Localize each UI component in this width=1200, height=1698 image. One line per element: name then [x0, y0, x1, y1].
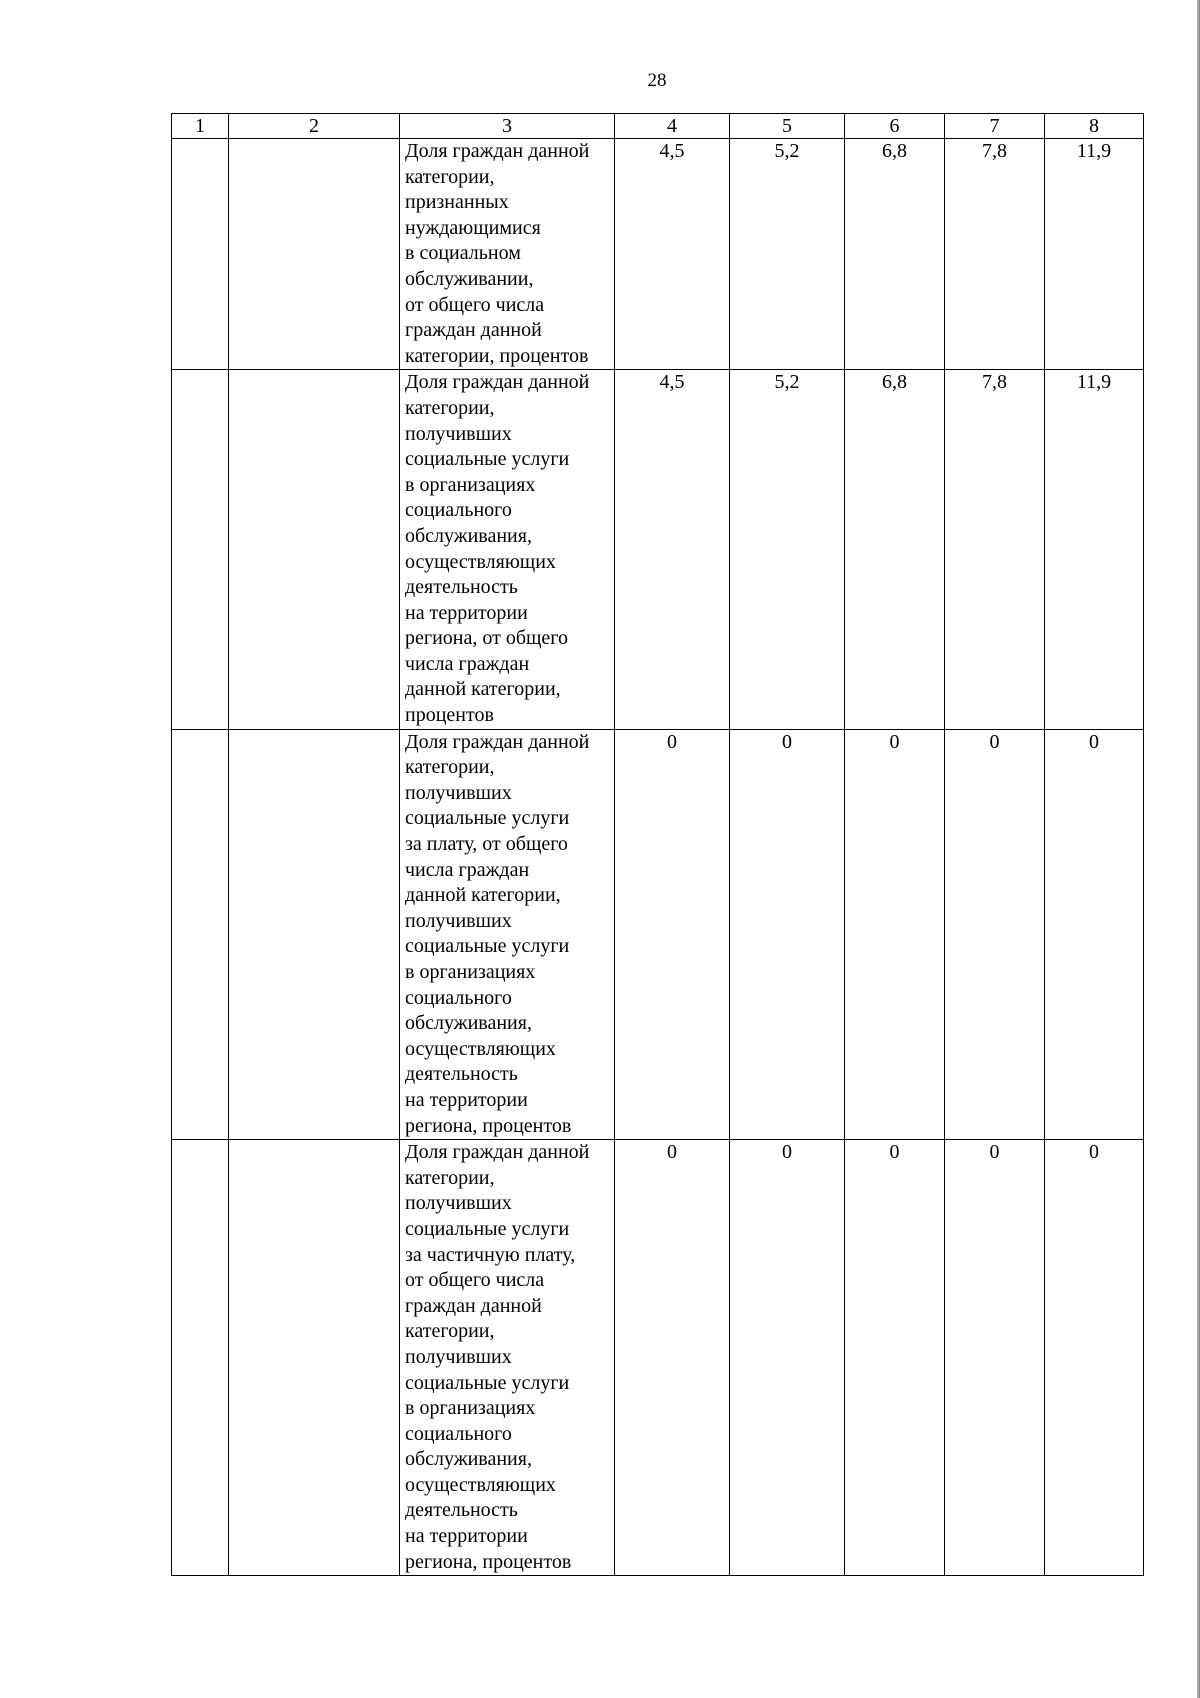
value-col4: 4,5	[615, 139, 730, 370]
table-row	[172, 1140, 1144, 1576]
value-col4: 0	[615, 729, 730, 1140]
column-number-4: 4	[615, 114, 730, 139]
indicator-text: Доля граждан данной категории, признанных нуждающимися в социальном обслуживании, от общего числа граждан данной категории, процентов	[400, 139, 615, 370]
indicators-table	[171, 113, 1144, 1576]
column-number-5: 5	[730, 114, 845, 139]
value-col6: 6,8	[845, 370, 945, 729]
table-cell-col1	[172, 729, 229, 1140]
table-body	[172, 114, 1144, 1576]
column-number-1: 1	[172, 114, 229, 139]
value-col7: 7,8	[945, 370, 1045, 729]
table-cell-col2	[229, 1140, 400, 1576]
value-col8: 11,9	[1045, 139, 1144, 370]
table-cell-col2	[229, 729, 400, 1140]
column-number-7: 7	[945, 114, 1045, 139]
value-col6: 0	[845, 1140, 945, 1576]
column-number-3: 3	[400, 114, 615, 139]
value-col7: 7,8	[945, 139, 1045, 370]
value-col6: 6,8	[845, 139, 945, 370]
value-col5: 0	[730, 1140, 845, 1576]
value-col7: 0	[945, 729, 1045, 1140]
indicator-text: Доля граждан данной категории, получивших социальные услуги в организациях социального обслуживания, осуществляющих деятельность на территории региона, от общего числа граждан данной категории, процентов	[400, 370, 615, 729]
value-col8: 11,9	[1045, 370, 1144, 729]
value-col5: 5,2	[730, 139, 845, 370]
value-col5: 0	[730, 729, 845, 1140]
table-cell-col2	[229, 139, 400, 370]
table-cell-col2	[229, 370, 400, 729]
value-col6: 0	[845, 729, 945, 1140]
value-col4: 0	[615, 1140, 730, 1576]
value-col7: 0	[945, 1140, 1045, 1576]
table-cell-col1	[172, 1140, 229, 1576]
table-cell-col1	[172, 370, 229, 729]
column-number-row	[172, 114, 1144, 139]
value-col4: 4,5	[615, 370, 730, 729]
indicator-text: Доля граждан данной категории, получивших социальные услуги за частичную плату, от общего числа граждан данной категории, получивших социальные услуги в организациях социального обслуживания, осуществляющих деятельность на территории региона, процентов	[400, 1140, 615, 1576]
table-row	[172, 370, 1144, 729]
table-cell-col1	[172, 139, 229, 370]
column-number-8: 8	[1045, 114, 1144, 139]
column-number-6: 6	[845, 114, 945, 139]
page-number: 28	[647, 70, 667, 91]
indicator-text: Доля граждан данной категории, получивших социальные услуги за плату, от общего числа граждан данной категории, получивших социальные услуги в организациях социального обслуживания, осуществляющих деятельность на территории региона, процентов	[400, 729, 615, 1140]
table-row	[172, 139, 1144, 370]
value-col8: 0	[1045, 729, 1144, 1140]
value-col8: 0	[1045, 1140, 1144, 1576]
table-row	[172, 729, 1144, 1140]
column-number-2: 2	[229, 114, 400, 139]
value-col5: 5,2	[730, 370, 845, 729]
